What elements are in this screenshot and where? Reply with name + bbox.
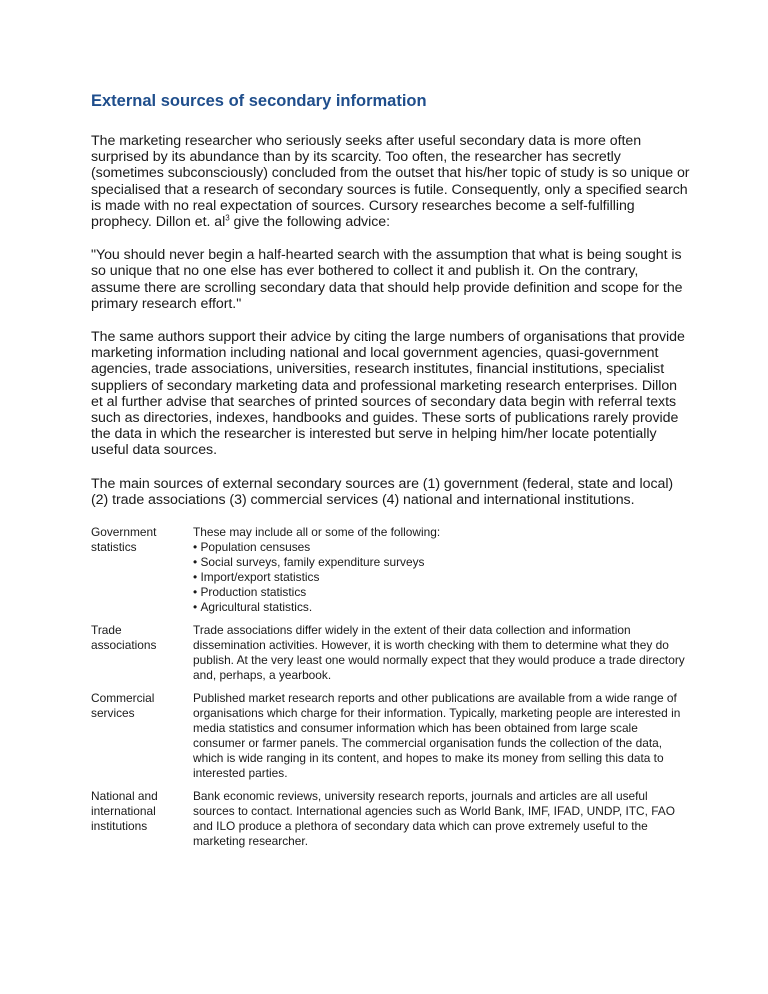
row-label-national: National and international institutions	[91, 789, 158, 834]
page-title: External sources of secondary information	[91, 92, 427, 110]
row-desc-national: Bank economic reviews, university research reports, journals and articles are all useful sources to contact. International agencies such as World Bank, IMF, IFAD, UNDP, ITC, FAO and ILO produce a plethora of secondary data which can prove extremely useful to the marketing researcher.	[193, 789, 675, 849]
list-item: • Import/export statistics	[193, 570, 691, 585]
paragraph-quote: "You should never begin a half-hearted search with the assumption that what is being sought is so unique that no one else has ever bothered to collect it and publish it. On the contrary, assume there are scrolling secondary data that should help provide definition and scope for the primary research effort."	[91, 247, 683, 312]
government-bullet-list	[193, 540, 691, 615]
list-item: • Agricultural statistics.	[193, 600, 691, 615]
sources-table	[91, 525, 691, 849]
footnote-reference: 3	[225, 213, 230, 223]
paragraph-authors: The same authors support their advice by citing the large numbers of organisations that provide marketing information including national and local government agencies, quasi-government agencies, trade associations, universities, research institutes, financial institutions, specialist suppliers of secondary marketing data and professional marketing research enterprises. Dillon et al further advise that searches of printed sources of secondary data begin with referral texts such as directories, indexes, handbooks and guides. These sorts of publications rarely provide the data in which the researcher is interested but serve in helping him/her locate potentially useful data sources.	[91, 329, 685, 459]
row-label-trade: Trade associations	[91, 623, 157, 653]
table-row	[91, 691, 691, 781]
list-item: • Population censuses	[193, 540, 691, 555]
document-page	[91, 90, 691, 857]
row-label-commercial: Commercial services	[91, 691, 155, 721]
row-desc-government	[193, 525, 691, 615]
government-intro: These may include all or some of the following:	[193, 525, 441, 540]
paragraph-intro	[91, 133, 691, 230]
paragraph-main-sources: The main sources of external secondary sources are (1) government (federal, state and local) (2) trade associations (3) commercial services (4) national and international institutions.	[91, 475, 674, 508]
row-desc-trade: Trade associations differ widely in the extent of their data collection and information dissemination activities. However, it is worth checking with them to determine what they do publish. At the very least one would normally expect that they would produce a trade directory and, perhaps, a yearbook.	[193, 623, 685, 683]
table-row	[91, 623, 691, 683]
table-row	[91, 525, 691, 615]
row-label-government: Government statistics	[91, 525, 157, 555]
paragraph-intro-text: The marketing researcher who seriously seeks after useful secondary data is more often surprised by its abundance than by its scarcity. Too often, the researcher has secretly (sometimes subconsciously) concluded from the outset that his/her topic of study is so unique or specialised that a research of secondary sources is futile. Consequently, only a specified search is made with no real expectation of sources. Cursory researches become a self-fulfilling prophecy. Dillon et. al	[91, 133, 690, 231]
table-row	[91, 789, 691, 849]
list-item: • Production statistics	[193, 585, 691, 600]
row-desc-commercial: Published market research reports and other publications are available from a wide range of organisations which charge for their information. Typically, marketing people are interested in media statistics and consumer information which has been obtained from large scale consumer or farmer panels. The commercial organisation funds the collection of the data, which is wide ranging in its content, and hopes to make its money from selling this data to interested parties.	[193, 691, 681, 781]
paragraph-intro-tail: give the following advice:	[229, 214, 390, 231]
list-item: • Social surveys, family expenditure surveys	[193, 555, 691, 570]
